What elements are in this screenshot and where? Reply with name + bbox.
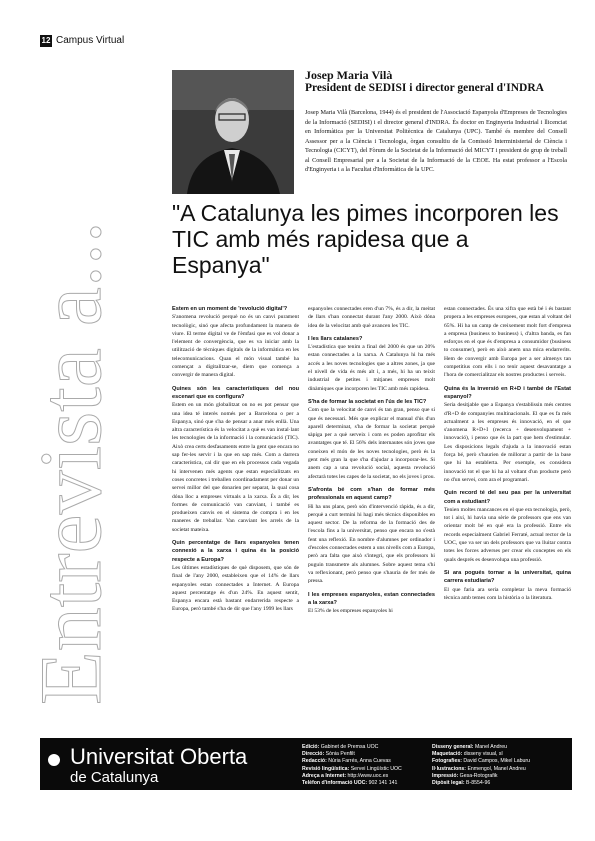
credit-line <box>302 751 402 758</box>
credit-label: Fotografies: <box>432 758 462 765</box>
answer-paragraph: Estem en un món globalitzat on no es pot pensar que una idea té interès només per a Barcelona o per a Espanya, sinó que s'ha de pensar a anar més enllà. Una altra característica és la velocitat a què es van instal·lant les tecnologies de la informació i la comunicació (TIC). Això crea certs desfasaments entre la gent que encara no sap fer-les servir i la que en sap més. Com a darrera característica, cal dir que en els processos cada vegada hi intervenen més agents que estan especialitzats en coses concretes i treballen coordinadament per donar un servei millor del que donarien per separat, la qual cosa dóna lloc a empreses virtuals a la xarxa. És a dir, les formes de comunicació van canviant, i també es produeixen canvis en el sistema de compra i en les maneres de treballar. Van canviant les arrels de la societat mateixa. <box>172 402 299 533</box>
credit-label: Il·lustracions: <box>432 765 467 772</box>
question: Si ara pogués tornar a la universitat, quina carrera estudiaria? <box>444 569 571 585</box>
credit-value: http://www.uoc.es <box>346 772 389 779</box>
credit-label: Revisió lingüística: <box>302 765 350 772</box>
question: Quines són les característiques del nou escenari que es configura? <box>172 385 299 400</box>
credit-value: David Campos, Mikel Laburu <box>461 758 531 765</box>
credit-line <box>432 773 530 780</box>
answer-paragraph: Les últimes estadístiques de què disposem, que són de final de l'any 2000, estableixen que el 14% de llars espanyoles estan connectades a Internet. A Europa aquest percentatge és d'un 24%. En aquest sentit, Espanya encara està bastant endarrerida respecte a Europa, però també s'ha de dir que l'any 1999 les llars <box>172 564 299 613</box>
section-title: Campus Virtual <box>56 35 125 46</box>
interviewee-bio: Josep Maria Vilà (Barcelona, 1944) és el president de l'Associació Espanyola d'Empreses de Tecnologies de la Informació (SEDISI) i el director general d'INDRA. És doctor en Enginyeria Industrial i llicenciat en Informàtica per la Universitat Politècnica de Catalunya (UPC). També és membre del Consell Assessor per a la Ciència i Tecnologia, òrgan consultiu de la Comissió Interministerial de Ciència i Tecnologia (CICYT), del Fòrum de la Societat de la Informació del MICYT i president de grup de treball al Consell Empresarial per a la Societat de la Informació de la CEOE. Ha estat professor a l'Escola d'Enginyeria i a la Facultat d'Informàtica de la UPC. <box>305 109 567 173</box>
answer-paragraph: El que faria ara seria completar la meva formació tècnica amb temes com la història o la literatura. <box>444 586 571 601</box>
credit-line <box>432 766 530 773</box>
answer-paragraph: S'anomena revolució perquè no és un canvi purament tecnològic, sinó que afecta profundament la manera de viure. El terme digital ve de l'èmfasi que es vol donar a l'element de convergència, que es va iniciar amb la utilització de tècniques digitals de la informàtica en les telecomunicacions. Quan el món visual també ha començat a digitalitzar-se, diem que comença a convergir de manera digital. <box>172 314 299 379</box>
question: S'afronta bé com s'han de formar més professionals en aquest camp? <box>308 486 435 502</box>
credit-label: Redacció: <box>302 758 327 765</box>
vertical-title-text: Entrevista a... <box>28 221 118 705</box>
credit-label: Disseny general: <box>432 744 474 750</box>
credit-value: disseny visual, sl <box>462 751 503 758</box>
credit-line <box>302 766 402 773</box>
credit-value: B-8554-96 <box>464 780 491 787</box>
credit-label: Adreça a Internet: <box>302 772 347 779</box>
credit-value: Enmengol, Manel Andreu <box>466 765 526 772</box>
uoc-logo-icon <box>48 754 60 766</box>
credit-value: Gabinet de Premsa UOC <box>319 744 379 750</box>
answer-paragraph: Seria desitjable que a Espanya s'establissin més centres d'R+D de companyies multinacionals. El que es fa més actualment a les empreses és innovació, en el que s'anomena R+D+I (recerca + desenvolupament + innovació), i penso que és la part que hem d'estimular. Les disposicions legals d'ajuda a la innovació estan força bé, però s'haurien de millorar a partir de la base que hi ha establerta. Per exemple, es considera innovació tot el que hi ha al voltant d'un producte però no d'un servei, com ara el programari. <box>444 402 571 483</box>
answer-paragraph: espanyoles connectades eren d'un 7%, és a dir, la meitat de llars s'han connectat durant l'any 2000. Això dóna idea de la velocitat amb què avancen les TIC. <box>308 306 435 329</box>
article-column <box>308 305 435 725</box>
answer-paragraph: Hi ha uns plans, però són d'intervenció ràpida, és a dir, perquè a curt termini hi hagi més tècnics disponibles en aquest sector. De la reforma de la formació des de l'escola fins a la universitat, penso que encara no s'està fent una reflexió. En nombre d'alumnes per ordinador i d'escoles connectades estem a uns nivells com a Europa, però ara falta que això s'integri, que els professors hi puguin transmetre als alumnes. Sobre aquest tema s'hi va reflexionant, però penso que s'hauria de fer més de pressa. <box>308 503 435 585</box>
article-column <box>172 305 299 725</box>
credits-editorial <box>302 744 402 787</box>
portrait-photo <box>172 70 294 194</box>
credit-line <box>432 758 530 765</box>
vertical-title <box>28 110 118 710</box>
question: Quina és la inversió en R+D i també de l'Estat espanyol? <box>444 385 571 400</box>
answer-paragraph: L'estadística que tenim a final del 2000 és que un 20% estan connectades a la xarxa. A Catalunya hi ha més accés a les noves tecnologies que a altres zones, ja que el nivell de vida és més alt i, a més, hi ha un teixit industrial de petites i mitjanes empreses molt dinàmiques que incorporen les TIC amb més rapidesa. <box>308 344 435 392</box>
question: Quin percentatge de llars espanyoles tenen connexió a la xarxa i quina és la posició respecte a Europa? <box>172 540 299 563</box>
answer-paragraph: Com que la velocitat de canvi és tan gran, penso que sí que és necessari. Més que explicar el manual d'ús d'un aparell determinat, s'ha de formar la societat perquè sàpiga per a què serveix i com es poden aprofitar els avantatges que té. El 56% dels internautes són joves que coneixen el món de les noves tecnologies, però és la gent més gran la que s'ha d'ajudar a incorporar-les. Si anem cap a una revolució social, aquesta revolució afectarà totes les capes de la societat, no els joves i prou. <box>308 407 435 480</box>
question: I les llars catalanes? <box>308 335 363 342</box>
credit-line <box>302 758 402 765</box>
credit-line <box>432 744 530 751</box>
question: S'ha de formar la societat en l'ús de les TIC? <box>308 398 427 405</box>
credit-label: Direcció: <box>302 751 325 758</box>
answer-paragraph: El 53% de les empreses espanyoles hi <box>308 608 393 615</box>
interviewee-name: Josep Maria Vilà <box>305 68 393 82</box>
answer-paragraph: Tenien moltes mancances en el que era tecnologia, però, tot i així, hi havia una sèrie de professors que ens van orientar molt bé en què era la professió. Entre els records especialment Gabriel Ferraté, actual rector de la UOC, que va ser un dels professors que va lluitar contra totes les forces adverses per crear els conceptes en els quals després es desenvolupa una professió. <box>444 506 571 563</box>
credit-line <box>302 744 402 751</box>
logo-line2: de Catalunya <box>70 769 159 786</box>
interviewee-role: President de SEDISI i director general d'INDRA <box>305 82 544 94</box>
article-body <box>172 305 572 725</box>
question: I les empreses espanyoles, estan connectades a la xarxa? <box>308 591 435 606</box>
article-column <box>444 305 571 725</box>
credit-label: Impressió: <box>432 772 459 779</box>
answer-paragraph: estan connectades. És una xifra que està bé i és bastant propera a les empreses europees, que estan al voltant del 65%. Hi ha un camp de creixement molt fort d'empresa a empresa (business to business) i, d'altra banda, es fan esforços en el que és d'empresa a consumidor (business to consumer), però en això anem una mica endarrerits. Hem de convergir amb Europa per a ser almenys tan competitius com ells i no tenir aquest desavantatge a l'hora de comercialitzar els nostres productes i serveis. <box>444 306 571 379</box>
credits-production <box>432 744 530 787</box>
headline-quote: "A Catalunya les pimes incorporen les TIC amb més rapidesa que a Espanya" <box>172 200 559 278</box>
credit-line <box>432 780 530 787</box>
credit-line <box>302 773 402 780</box>
credit-line <box>432 751 530 758</box>
credit-value: 902 141 141 <box>367 780 398 787</box>
credit-label: Maquetació: <box>432 751 463 758</box>
credit-line <box>302 780 402 787</box>
credit-label: Edició: <box>302 744 320 750</box>
credit-value: Núria Farrés, Anna Cuevas <box>326 758 391 765</box>
credit-value: Manel Andreu <box>473 744 507 750</box>
credit-value: Servei Lingüístic UOC <box>349 765 402 772</box>
credit-label: Dipòsit legal: <box>432 780 465 787</box>
footer-banner <box>40 738 572 790</box>
page-number: 12 <box>41 36 51 45</box>
credit-value: Sònia Penfilt <box>324 751 355 758</box>
credit-value: Gesa-Rotografik <box>458 772 498 779</box>
question: Estem en un moment de 'revolució digital'? <box>172 306 288 312</box>
question: Quin record té del seu pas per la universitat com a estudiant? <box>444 490 571 505</box>
logo-line1: Universitat Oberta <box>70 744 248 769</box>
credit-label: Telèfon d'informació UOC: <box>302 780 368 787</box>
